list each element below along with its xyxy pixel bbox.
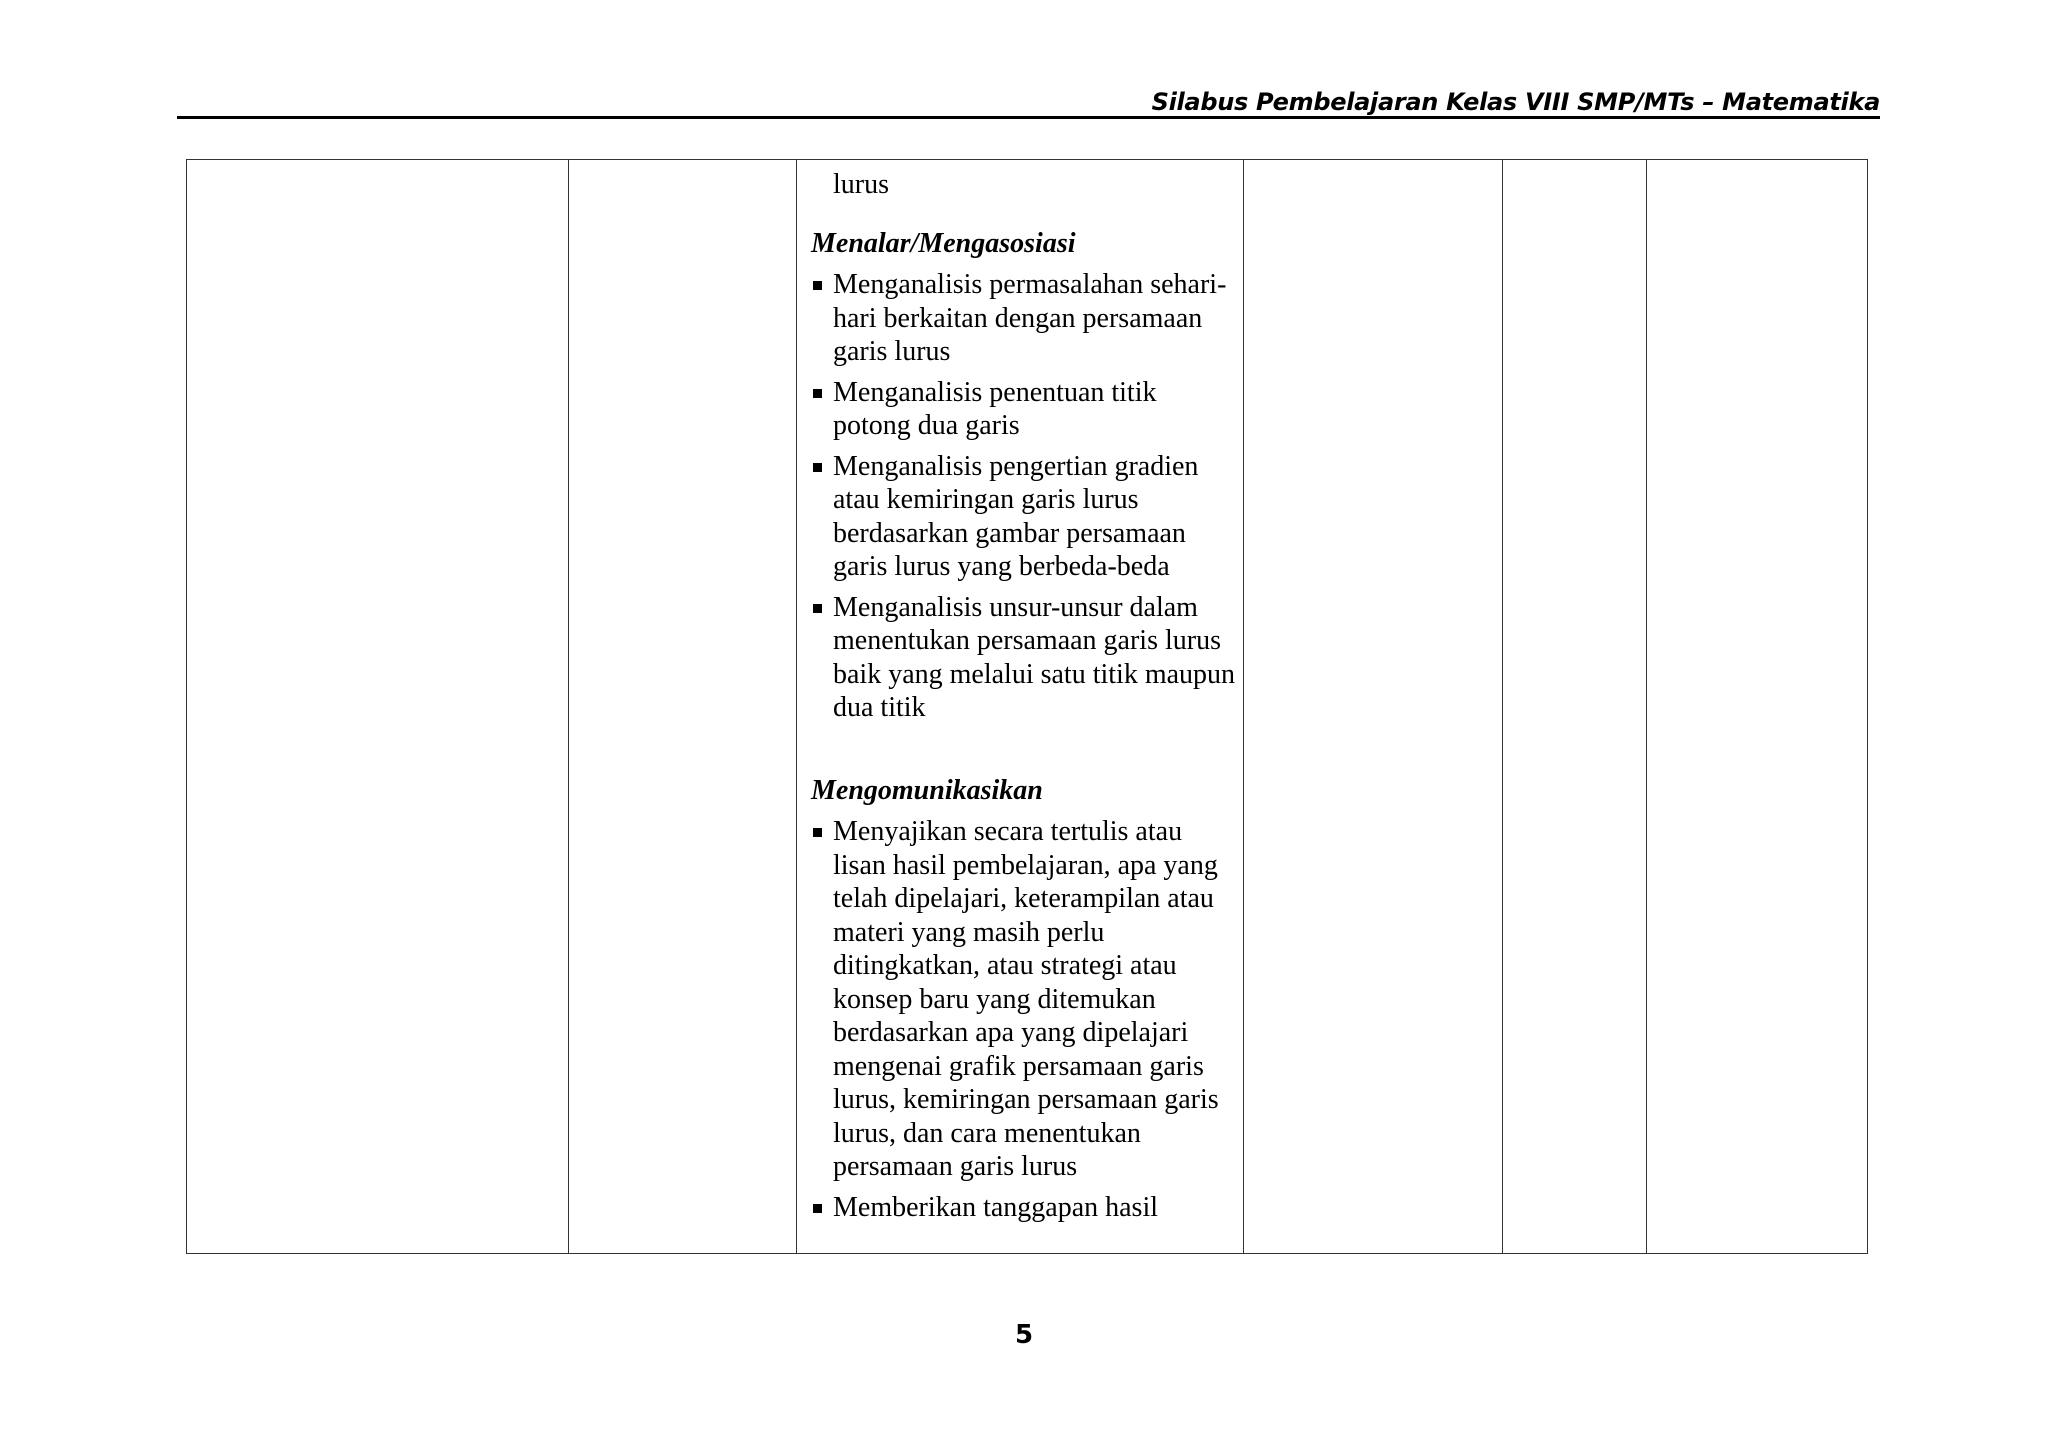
table-row <box>187 160 1868 1254</box>
table-cell-col6 <box>1647 160 1868 1254</box>
bullet-list-mengomunikasikan <box>811 815 1239 1224</box>
page-number: 5 <box>1014 1320 1034 1350</box>
list-item-text: Menganalisis permasalahan sehari-hari berkaitan dengan persamaan garis lurus <box>833 269 1227 367</box>
table-cell-col1 <box>187 160 569 1254</box>
list-item <box>811 1191 1239 1225</box>
table-cell-col2 <box>569 160 797 1254</box>
bullet-list-menalar <box>811 268 1239 725</box>
list-item-text: Memberikan tanggapan hasil <box>833 1191 1159 1223</box>
continued-text: lurus <box>833 169 889 200</box>
square-bullet-icon <box>813 828 822 837</box>
square-bullet-icon <box>813 604 822 613</box>
learning-activities-content <box>797 160 1243 1224</box>
square-bullet-icon <box>813 1204 822 1213</box>
list-item <box>811 450 1239 584</box>
list-item <box>811 268 1239 369</box>
list-item <box>811 815 1239 1184</box>
list-item-text: Menganalisis unsur-unsur dalam menentukan persamaan garis lurus baik yang melalui satu titik maupun dua titik <box>833 591 1236 723</box>
table-cell-col4 <box>1244 160 1503 1254</box>
section-title-menalar: Menalar/Mengasosiasi <box>811 227 1076 259</box>
table-cell-learning-activities <box>797 160 1244 1254</box>
document-header-title: Silabus Pembelajaran Kelas VIII SMP/MTs – Matematika <box>1151 88 1880 116</box>
list-item-text: Menganalisis penentuan titik potong dua garis <box>833 376 1157 441</box>
list-item <box>811 376 1239 443</box>
square-bullet-icon <box>813 281 822 290</box>
square-bullet-icon <box>813 389 822 398</box>
square-bullet-icon <box>813 463 822 472</box>
list-item-text: Menyajikan secara tertulis atau lisan hasil pembelajaran, apa yang telah dipelajari, keterampilan atau materi yang masih perlu ditingkatkan, atau strategi atau konsep baru yang ditemukan berdasarkan apa yang dipelajari mengenai grafik persamaan garis lurus, kemiringan persamaan garis lurus, dan cara menentukan persamaan garis lurus <box>833 816 1219 1182</box>
section-title-mengomunikasikan: Mengomunikasikan <box>811 774 1043 806</box>
table-cell-col5 <box>1503 160 1647 1254</box>
syllabus-table <box>186 159 1868 1254</box>
list-item <box>811 591 1239 725</box>
header-rule <box>177 116 1880 119</box>
list-item-text: Menganalisis pengertian gradien atau kemiringan garis lurus berdasarkan gambar persamaan garis lurus yang berbeda-beda <box>833 450 1199 582</box>
